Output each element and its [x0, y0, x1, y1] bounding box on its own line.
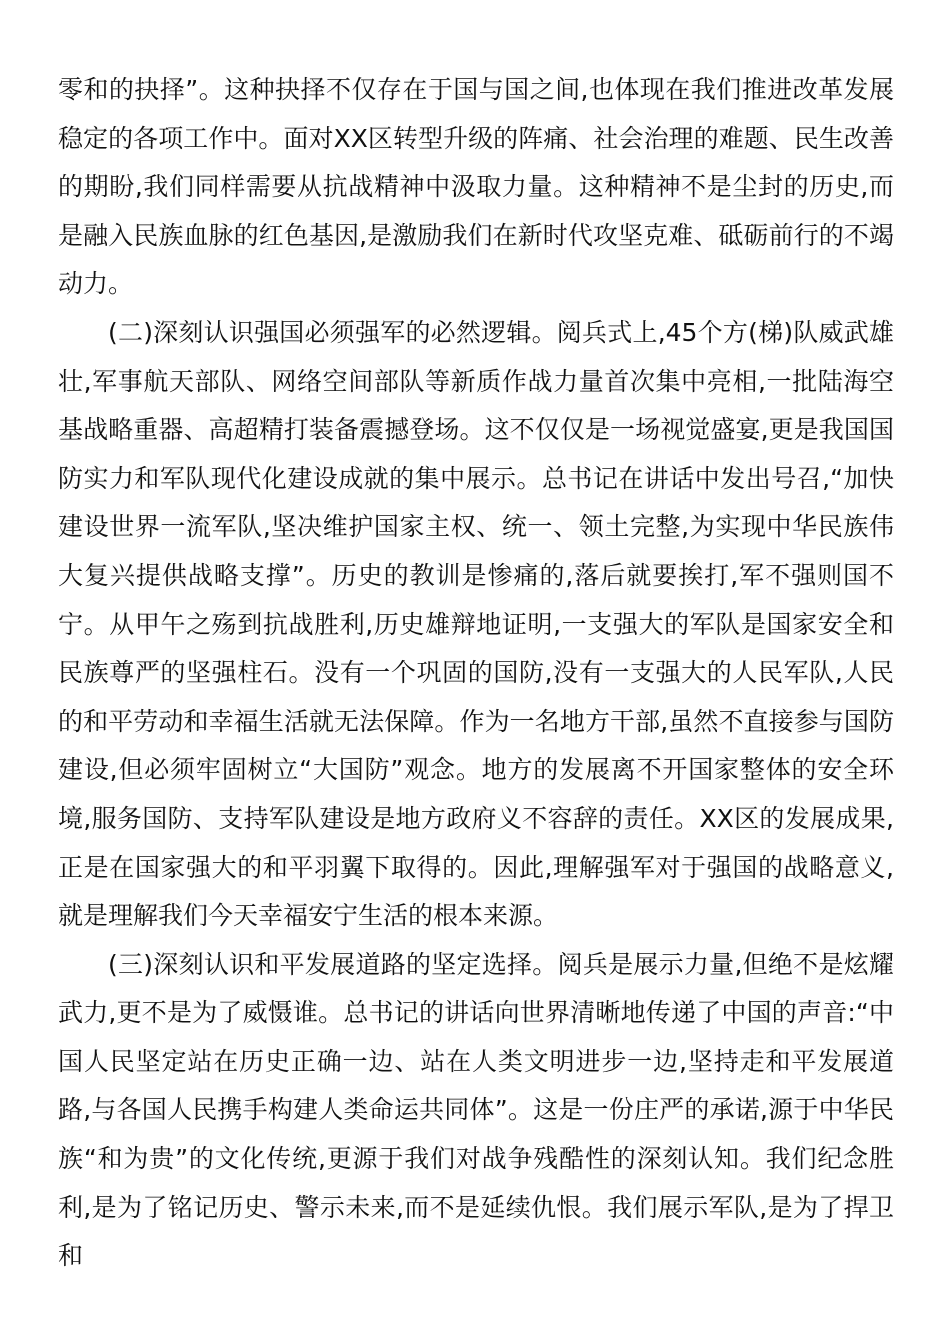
document-body	[58, 66, 894, 1281]
paragraph-section-2: (二)深刻认识强国必须强军的必然逻辑。阅兵式上,45个方(梯)队威武雄壮,军事航天部队、网络空间部队等新质作战力量首次集中亮相,一批陆海空基战略重器、高超精打装备震撼登场。这不仅仅是一场视觉盛宴,更是我国国防实力和军队现代化建设成就的集中展示。总书记在讲话中发出号召,“加快建设世界一流军队,坚决维护国家主权、统一、领土完整,为实现中华民族伟大复兴提供战略支撑”。历史的教训是惨痛的,落后就要挨打,军不强则国不宁。从甲午之殇到抗战胜利,历史雄辩地证明,一支强大的军队是国家安全和民族尊严的坚强柱石。没有一个巩固的国防,没有一支强大的人民军队,人民的和平劳动和幸福生活就无法保障。作为一名地方干部,虽然不直接参与国防建设,但必须牢固树立“大国防”观念。地方的发展离不开国家整体的安全环境,服务国防、支持军队建设是地方政府义不容辞的责任。XX区的发展成果,正是在国家强大的和平羽翼下取得的。因此,理解强军对于强国的战略意义,就是理解我们今天幸福安宁生活的根本来源。	[58, 317, 894, 931]
paragraph-continuation: 零和的抉择”。这种抉择不仅存在于国与国之间,也体现在我们推进改革发展稳定的各项工作中。面对XX区转型升级的阵痛、社会治理的难题、民生改善的期盼,我们同样需要从抗战精神中汲取力量。这种精神不是尘封的历史,而是融入民族血脉的红色基因,是激励我们在新时代攻坚克难、砥砺前行的不竭动力。	[58, 75, 894, 299]
paragraph-section-3: (三)深刻认识和平发展道路的坚定选择。阅兵是展示力量,但绝不是炫耀武力,更不是为了威慑谁。总书记的讲话向世界清晰地传递了中国的声音:“中国人民坚定站在历史正确一边、站在人类文明进步一边,坚持走和平发展道路,与各国人民携手构建人类命运共同体”。这是一份庄严的承诺,源于中华民族“和为贵”的文化传统,更源于我们对战争残酷性的深刻认知。我们纪念胜利,是为了铭记历史、警示未来,而不是延续仇恨。我们展示军队,是为了捍卫和	[58, 949, 894, 1271]
